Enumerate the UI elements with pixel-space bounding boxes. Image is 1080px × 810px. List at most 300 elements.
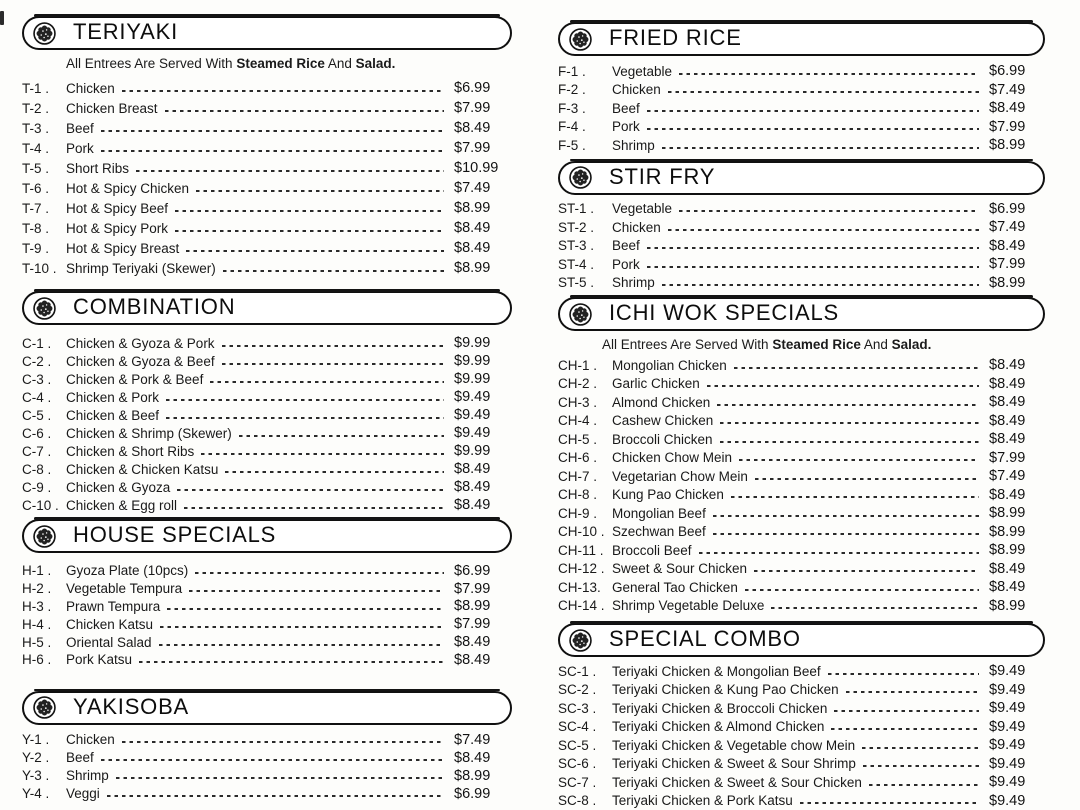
item-code: ST-5 . — [558, 275, 612, 290]
note-bold-steamed-rice: Steamed Rice — [772, 337, 861, 352]
menu-item-row — [22, 767, 512, 785]
item-name: Chicken & Pork & Beef — [66, 372, 203, 387]
section-items — [558, 356, 1045, 615]
item-code: F-5 . — [558, 138, 612, 153]
item-name: Teriyaki Chicken & Almond Chicken — [612, 719, 824, 734]
item-price: $6.99 — [454, 563, 512, 579]
item-name: Sweet & Sour Chicken — [612, 561, 747, 576]
item-price: $8.99 — [989, 137, 1045, 153]
section-header — [22, 691, 512, 725]
section-items — [558, 200, 1045, 293]
item-name: Chicken & Gyoza & Pork — [66, 336, 215, 351]
item-price: $8.99 — [989, 598, 1045, 614]
scan-edge-artifact — [0, 11, 4, 25]
item-price: $7.49 — [989, 468, 1045, 484]
item-price: $9.49 — [989, 774, 1045, 790]
menu-item-row — [558, 393, 1045, 412]
item-price: $8.49 — [454, 497, 512, 513]
item-code: C-2 . — [22, 354, 66, 369]
item-price: $8.49 — [989, 579, 1045, 595]
flower-seal-icon — [569, 629, 592, 652]
dotted-leader — [679, 210, 979, 212]
section-items — [22, 731, 512, 803]
section-title: ICHI WOK SPECIALS — [609, 300, 839, 326]
item-code: C-3 . — [22, 372, 66, 387]
menu-item-row — [22, 238, 512, 258]
item-name: Kung Pao Chicken — [612, 487, 724, 502]
menu-item-row — [22, 258, 512, 278]
menu-item-row — [22, 388, 512, 406]
item-code: F-3 . — [558, 101, 612, 116]
menu-column-left — [22, 0, 512, 803]
section-title: STIR FRY — [609, 164, 715, 190]
item-price: $9.49 — [989, 793, 1045, 809]
item-code: SC-3 . — [558, 701, 612, 716]
item-name: Chicken Katsu — [66, 617, 153, 632]
menu-item-row — [22, 633, 512, 651]
dotted-leader — [159, 644, 444, 646]
item-name: Cashew Chicken — [612, 413, 713, 428]
section-note — [602, 336, 1045, 353]
menu-item-row — [22, 785, 512, 803]
menu-item-row — [558, 237, 1045, 256]
item-name: Szechwan Beef — [612, 524, 706, 539]
menu-item-row — [558, 523, 1045, 542]
item-name: Hot & Spicy Beef — [66, 201, 168, 216]
item-price: $7.49 — [454, 180, 512, 196]
section-header — [558, 297, 1045, 331]
item-name: Beef — [612, 101, 640, 116]
dotted-leader — [101, 150, 444, 152]
item-code: SC-5 . — [558, 738, 612, 753]
item-price: $9.49 — [989, 737, 1045, 753]
item-code: Y-4 . — [22, 786, 66, 801]
menu-item-row — [558, 62, 1045, 81]
item-name: Chicken & Chicken Katsu — [66, 462, 218, 477]
menu-item-row — [558, 597, 1045, 616]
menu-item-row — [22, 580, 512, 598]
menu-item-row — [22, 78, 512, 98]
item-code: F-1 . — [558, 64, 612, 79]
item-code: T-4 . — [22, 141, 66, 156]
item-price: $7.99 — [454, 616, 512, 632]
item-price: $8.49 — [454, 652, 512, 668]
menu-item-row — [558, 99, 1045, 118]
menu-item-row — [558, 118, 1045, 137]
dotted-leader — [196, 190, 444, 192]
item-price: $7.49 — [989, 82, 1045, 98]
dotted-leader — [731, 496, 979, 498]
dotted-leader — [647, 266, 979, 268]
note-text: And — [861, 337, 892, 352]
item-price: $8.49 — [454, 634, 512, 650]
menu-item-row — [22, 218, 512, 238]
menu-item-row — [558, 467, 1045, 486]
dotted-leader — [160, 626, 444, 628]
dotted-leader — [189, 590, 444, 592]
item-name: Teriyaki Chicken & Mongolian Beef — [612, 664, 821, 679]
item-price: $9.49 — [454, 407, 512, 423]
item-price: $8.49 — [454, 750, 512, 766]
dotted-leader — [869, 784, 979, 786]
item-code: ST-4 . — [558, 257, 612, 272]
section-title: TERIYAKI — [73, 19, 178, 45]
dotted-leader — [771, 607, 979, 609]
item-price: $8.49 — [454, 240, 512, 256]
item-name: Mongolian Chicken — [612, 358, 727, 373]
menu-item-row — [22, 442, 512, 460]
dotted-leader — [201, 453, 444, 455]
dotted-leader — [139, 661, 444, 663]
item-price: $8.49 — [454, 461, 512, 477]
item-code: Y-2 . — [22, 750, 66, 765]
item-code: CH-7 . — [558, 469, 612, 484]
menu-section — [22, 291, 512, 514]
item-price: $8.99 — [454, 260, 512, 276]
menu-item-row — [558, 699, 1045, 718]
item-name: Vegetable — [612, 64, 672, 79]
menu-item-row — [22, 138, 512, 158]
dotted-leader — [647, 247, 979, 249]
menu-item-row — [558, 81, 1045, 100]
item-name: Prawn Tempura — [66, 599, 160, 614]
item-price: $8.99 — [454, 768, 512, 784]
item-name: Vegetable Tempura — [66, 581, 182, 596]
item-code: CH-13. — [558, 580, 612, 595]
menu-item-row — [22, 406, 512, 424]
item-name: Shrimp — [612, 138, 655, 153]
item-price: $10.99 — [454, 160, 512, 176]
menu-item-row — [558, 541, 1045, 560]
section-title: FRIED RICE — [609, 25, 742, 51]
flower-seal-icon — [33, 22, 56, 45]
item-name: Chicken Chow Mein — [612, 450, 732, 465]
dotted-leader — [863, 765, 979, 767]
item-price: $6.99 — [454, 786, 512, 802]
item-code: H-6 . — [22, 652, 66, 667]
item-price: $9.49 — [989, 663, 1045, 679]
item-code: Y-3 . — [22, 768, 66, 783]
item-name: Shrimp — [66, 768, 109, 783]
dotted-leader — [107, 795, 444, 797]
item-name: Gyoza Plate (10pcs) — [66, 563, 188, 578]
dotted-leader — [166, 417, 444, 419]
item-price: $8.99 — [454, 200, 512, 216]
item-price: $8.49 — [989, 376, 1045, 392]
item-code: H-2 . — [22, 581, 66, 596]
dotted-leader — [101, 130, 444, 132]
dotted-leader — [679, 73, 979, 75]
dotted-leader — [122, 741, 444, 743]
section-header — [558, 22, 1045, 56]
item-name: Shrimp — [612, 275, 655, 290]
dotted-leader — [223, 270, 444, 272]
item-name: Teriyaki Chicken & Sweet & Sour Shrimp — [612, 756, 856, 771]
item-price: $8.49 — [989, 431, 1045, 447]
dotted-leader — [828, 673, 979, 675]
item-name: Chicken & Beef — [66, 408, 159, 423]
dotted-leader — [647, 128, 979, 130]
menu-section — [22, 519, 512, 669]
dotted-leader — [834, 710, 979, 712]
menu-section — [558, 297, 1045, 615]
dotted-leader — [662, 147, 979, 149]
dotted-leader — [713, 515, 979, 517]
item-code: CH-14 . — [558, 598, 612, 613]
item-code: H-5 . — [22, 635, 66, 650]
item-name: Garlic Chicken — [612, 376, 700, 391]
item-price: $9.99 — [454, 335, 512, 351]
dotted-leader — [222, 363, 444, 365]
item-price: $9.49 — [989, 756, 1045, 772]
menu-item-row — [22, 562, 512, 580]
item-name: Chicken & Gyoza & Beef — [66, 354, 215, 369]
item-price: $9.49 — [454, 389, 512, 405]
menu-item-row — [22, 749, 512, 767]
dotted-leader — [862, 747, 979, 749]
menu-item-row — [22, 424, 512, 442]
item-price: $8.49 — [989, 357, 1045, 373]
item-name: Chicken — [66, 732, 115, 747]
item-code: T-8 . — [22, 221, 66, 236]
menu-item-row — [22, 496, 512, 514]
item-code: T-5 . — [22, 161, 66, 176]
item-code: ST-3 . — [558, 238, 612, 253]
item-price: $7.99 — [989, 450, 1045, 466]
menu-item-row — [22, 158, 512, 178]
item-price: $8.49 — [454, 120, 512, 136]
section-items — [22, 78, 512, 278]
item-price: $7.99 — [454, 140, 512, 156]
item-name: Hot & Spicy Chicken — [66, 181, 189, 196]
item-name: Veggi — [66, 786, 100, 801]
dotted-leader — [136, 170, 444, 172]
item-code: CH-10 . — [558, 524, 612, 539]
item-price: $8.49 — [989, 487, 1045, 503]
item-name: Hot & Spicy Pork — [66, 221, 168, 236]
item-name: Chicken — [66, 81, 115, 96]
item-name: Vegetarian Chow Mein — [612, 469, 748, 484]
dotted-leader — [225, 471, 444, 473]
item-price: $8.49 — [989, 413, 1045, 429]
item-price: $6.99 — [989, 201, 1045, 217]
menu-item-row — [22, 460, 512, 478]
item-code: CH-2 . — [558, 376, 612, 391]
dotted-leader — [668, 91, 979, 93]
item-name: Beef — [66, 121, 94, 136]
item-name: Chicken & Shrimp (Skewer) — [66, 426, 232, 441]
menu-item-row — [22, 651, 512, 669]
menu-item-row — [558, 792, 1045, 810]
item-price: $9.49 — [454, 425, 512, 441]
item-code: C-10 . — [22, 498, 66, 513]
item-code: SC-2 . — [558, 682, 612, 697]
item-code: C-1 . — [22, 336, 66, 351]
menu-item-row — [558, 755, 1045, 774]
item-name: Teriyaki Chicken & Sweet & Sour Chicken — [612, 775, 862, 790]
item-code: CH-3 . — [558, 395, 612, 410]
menu-item-row — [22, 615, 512, 633]
item-name: Shrimp Teriyaki (Skewer) — [66, 261, 216, 276]
menu-item-row — [558, 200, 1045, 219]
flower-seal-icon — [33, 696, 56, 719]
item-code: T-10 . — [22, 261, 66, 276]
menu-item-row — [22, 178, 512, 198]
item-code: CH-4 . — [558, 413, 612, 428]
flower-seal-icon — [33, 525, 56, 548]
item-price: $8.49 — [454, 479, 512, 495]
menu-item-row — [558, 504, 1045, 523]
item-price: $6.99 — [454, 80, 512, 96]
item-name: Pork Katsu — [66, 652, 132, 667]
item-code: H-4 . — [22, 617, 66, 632]
dotted-leader — [717, 404, 979, 406]
item-name: Beef — [612, 238, 640, 253]
item-price: $7.49 — [454, 732, 512, 748]
dotted-leader — [713, 533, 979, 535]
menu-item-row — [22, 352, 512, 370]
item-name: Hot & Spicy Breast — [66, 241, 179, 256]
menu-item-row — [558, 136, 1045, 155]
item-code: CH-8 . — [558, 487, 612, 502]
menu-column-right — [558, 0, 1045, 810]
section-items — [558, 662, 1045, 810]
item-code: ST-1 . — [558, 201, 612, 216]
item-price: $7.49 — [989, 219, 1045, 235]
item-price: $9.49 — [989, 700, 1045, 716]
dotted-leader — [800, 802, 979, 804]
section-title: COMBINATION — [73, 294, 235, 320]
item-price: $8.99 — [454, 598, 512, 614]
note-text: All Entrees Are Served With — [66, 56, 236, 71]
item-price: $7.99 — [989, 119, 1045, 135]
flower-seal-icon — [33, 297, 56, 320]
item-name: Broccoli Beef — [612, 543, 692, 558]
menu-item-row — [558, 681, 1045, 700]
flower-seal-icon — [569, 28, 592, 51]
item-name: Pork — [612, 119, 640, 134]
dotted-leader — [647, 110, 979, 112]
item-code: T-3 . — [22, 121, 66, 136]
section-items — [22, 562, 512, 669]
dotted-leader — [167, 608, 444, 610]
dotted-leader — [175, 210, 444, 212]
item-price: $7.99 — [454, 581, 512, 597]
item-name: Shrimp Vegetable Deluxe — [612, 598, 764, 613]
item-code: C-8 . — [22, 462, 66, 477]
dotted-leader — [734, 367, 979, 369]
item-price: $7.99 — [989, 256, 1045, 272]
dotted-leader — [755, 478, 979, 480]
section-header — [558, 623, 1045, 657]
item-code: SC-6 . — [558, 756, 612, 771]
dotted-leader — [754, 570, 979, 572]
note-bold-salad: Salad. — [892, 337, 932, 352]
item-code: F-2 . — [558, 82, 612, 97]
section-items — [558, 62, 1045, 155]
note-text: All Entrees Are Served With — [602, 337, 772, 352]
dotted-leader — [707, 385, 979, 387]
dotted-leader — [222, 345, 444, 347]
item-name: Teriyaki Chicken & Vegetable chow Mein — [612, 738, 855, 753]
menu-item-row — [558, 255, 1045, 274]
item-code: SC-7 . — [558, 775, 612, 790]
item-name: Oriental Salad — [66, 635, 152, 650]
section-title: YAKISOBA — [73, 694, 189, 720]
menu-item-row — [22, 334, 512, 352]
note-bold-steamed-rice: Steamed Rice — [236, 56, 325, 71]
dotted-leader — [699, 552, 979, 554]
section-title: HOUSE SPECIALS — [73, 522, 276, 548]
dotted-leader — [195, 572, 444, 574]
menu-item-row — [22, 370, 512, 388]
item-name: Teriyaki Chicken & Kung Pao Chicken — [612, 682, 839, 697]
item-price: $8.99 — [989, 505, 1045, 521]
flower-seal-icon — [569, 303, 592, 326]
item-code: H-1 . — [22, 563, 66, 578]
item-code: CH-5 . — [558, 432, 612, 447]
section-title: SPECIAL COMBO — [609, 626, 801, 652]
menu-item-row — [558, 356, 1045, 375]
item-code: CH-12 . — [558, 561, 612, 576]
item-name: Chicken & Pork — [66, 390, 159, 405]
note-bold-salad: Salad. — [356, 56, 396, 71]
item-price: $8.49 — [989, 394, 1045, 410]
item-code: T-6 . — [22, 181, 66, 196]
item-price: $9.99 — [454, 443, 512, 459]
note-text: And — [325, 56, 356, 71]
dotted-leader — [745, 589, 979, 591]
item-price: $8.49 — [989, 100, 1045, 116]
section-note — [66, 55, 512, 72]
item-name: Teriyaki Chicken & Pork Katsu — [612, 793, 793, 808]
section-items — [22, 334, 512, 514]
menu-item-row — [558, 218, 1045, 237]
dotted-leader — [177, 489, 444, 491]
dotted-leader — [739, 459, 979, 461]
menu-item-row — [558, 274, 1045, 293]
dotted-leader — [720, 441, 979, 443]
menu-item-row — [22, 118, 512, 138]
item-code: C-6 . — [22, 426, 66, 441]
menu-section — [558, 623, 1045, 810]
dotted-leader — [662, 284, 979, 286]
menu-item-row — [22, 478, 512, 496]
item-name: Beef — [66, 750, 94, 765]
item-name: Almond Chicken — [612, 395, 710, 410]
item-code: T-9 . — [22, 241, 66, 256]
item-name: Chicken & Gyoza — [66, 480, 170, 495]
item-code: T-2 . — [22, 101, 66, 116]
item-code: H-3 . — [22, 599, 66, 614]
item-name: Pork — [612, 257, 640, 272]
dotted-leader — [846, 691, 979, 693]
item-code: CH-9 . — [558, 506, 612, 521]
dotted-leader — [166, 399, 444, 401]
item-name: Pork — [66, 141, 94, 156]
item-name: Vegetable — [612, 201, 672, 216]
item-name: Chicken Breast — [66, 101, 158, 116]
section-header — [22, 519, 512, 553]
menu-item-row — [558, 736, 1045, 755]
dotted-leader — [831, 728, 979, 730]
item-name: Broccoli Chicken — [612, 432, 713, 447]
item-name: Mongolian Beef — [612, 506, 706, 521]
item-code: F-4 . — [558, 119, 612, 134]
menu-item-row — [558, 449, 1045, 468]
item-price: $8.49 — [454, 220, 512, 236]
item-price: $9.99 — [454, 353, 512, 369]
